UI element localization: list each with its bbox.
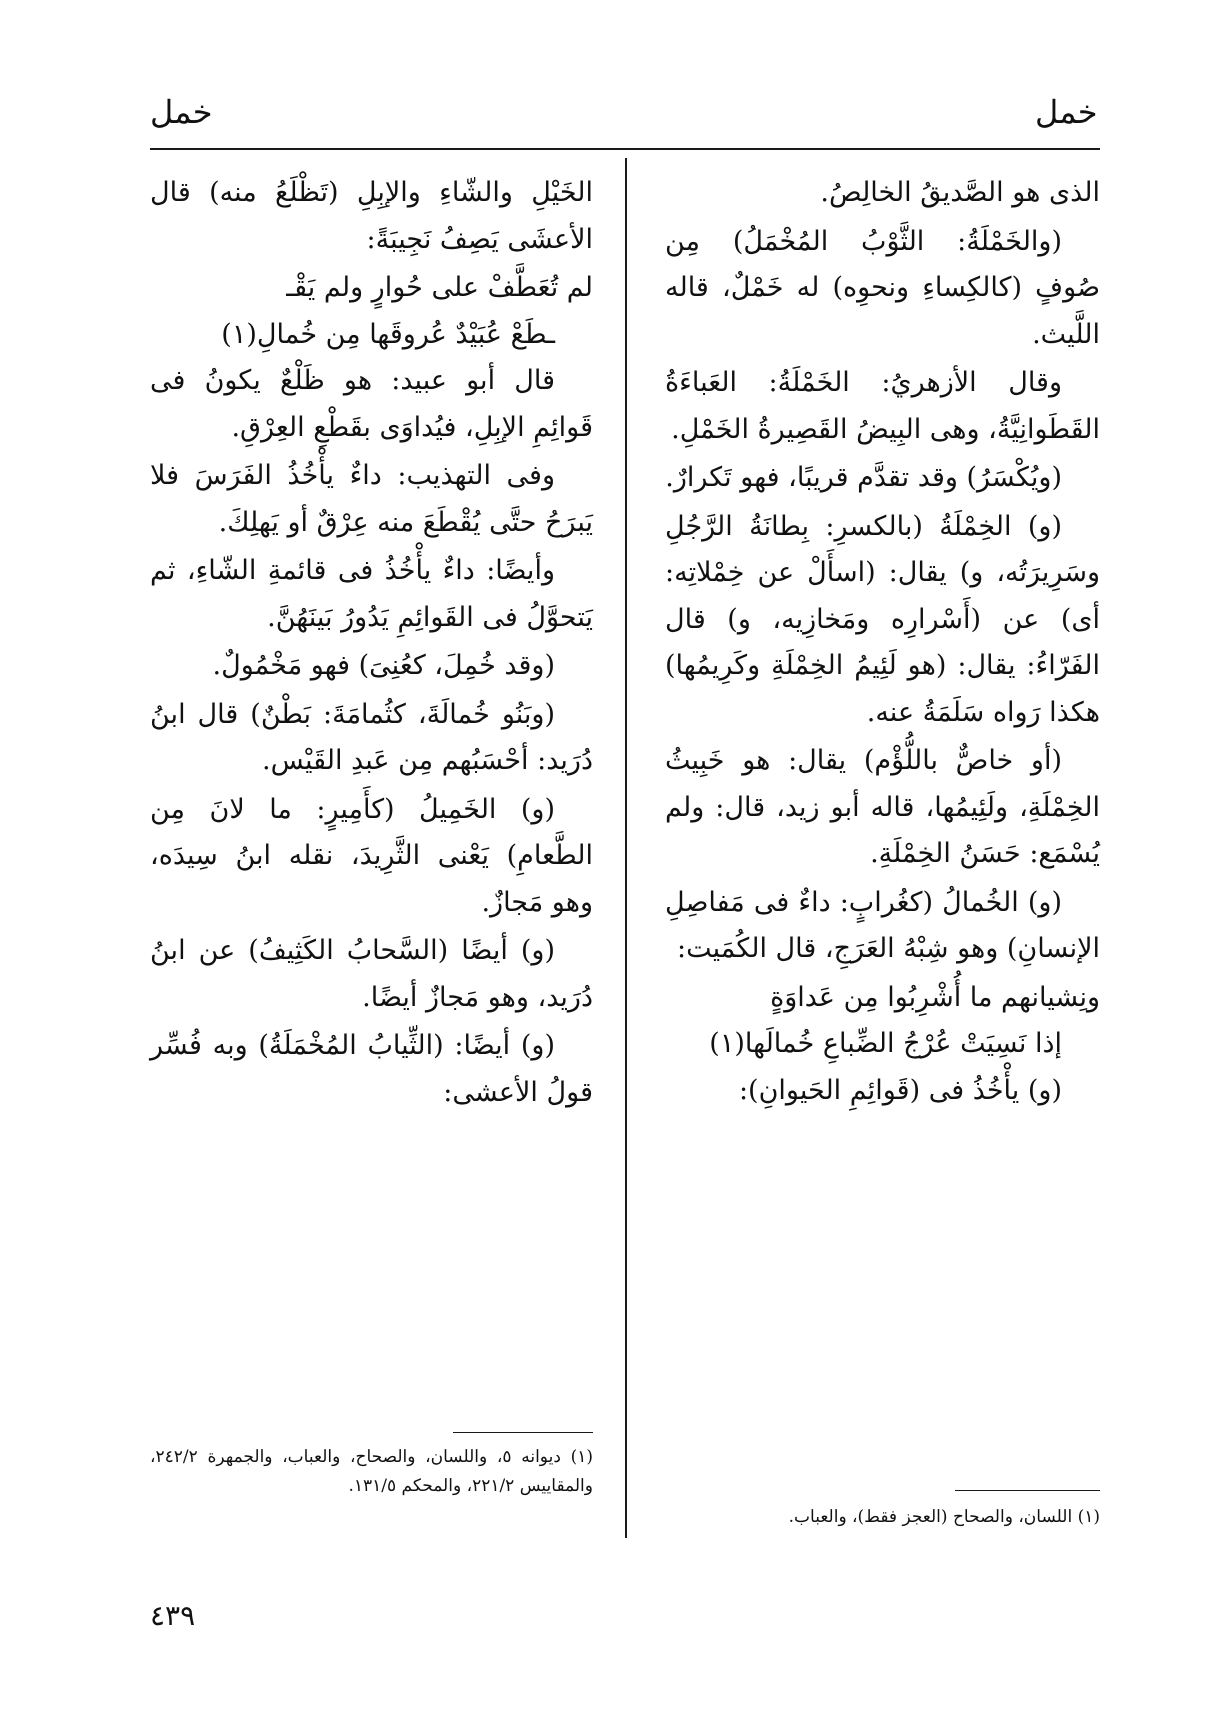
footnote: (١) اللسان، والصحاح (العجز فقط)، والعباب.: [788, 1507, 1100, 1527]
paragraph: (أو خاصٌّ باللُّؤْم) يقال: هو خَبِيثُ الخِمْلَةِ، ولَئِيمُها، قاله أبو زيد، قال: ولم يُسْمَع: حَسَنُ الخِمْلَةِ.: [665, 745, 1100, 869]
page-number: ٤٣٩: [150, 1599, 196, 1632]
header-rule: [150, 148, 1100, 150]
verse-line: ونِشيانهم ما أُشْرِبُوا مِن عَداوَةٍ: [770, 981, 1100, 1013]
paragraph: (و) أيضًا: (الثِّيابُ المُخْمَلَةُ) وبه فُسِّر قولُ الأعشى:: [150, 1030, 593, 1108]
paragraph: قال أبو عبيد: هو ظَلْعٌ يكونُ فى قَوائِمِ الإبِلِ، فيُداوَى بقَطْعِ العِرْقِ.: [150, 365, 593, 443]
paragraph: الخَيْلِ والشّاءِ والإبِلِ (تَظْلَعُ منه) قال الأعشَى يَصِفُ نَجِيبَةً:: [150, 177, 593, 255]
header-entry-word-right: خمل: [1035, 93, 1098, 131]
column-divider: [625, 158, 627, 1538]
verse-line: إذا نَسِيَتْ عُرْجُ الضِّباعِ خُمالَها(١): [709, 1028, 1062, 1059]
paragraph: وقال الأزهريُ: الخَمْلَةُ: العَباءَةُ القَطَوانِيَّةُ، وهى البِيضُ القَصِيرةُ الخَمْلِ.: [665, 367, 1100, 445]
header-entry-word-left: خمل: [150, 93, 213, 131]
paragraph: (و) يأْخُذُ فى (قَوائِمِ الحَيوانِ):: [738, 1074, 1062, 1106]
right-column: [665, 170, 1100, 1116]
paragraph: (و) الخِمْلَةُ (بالكسرِ: بِطانَةُ الرَّجُلِ وسَرِيرَتُه، و) يقال: (اسأَلْ عن خِمْلاتِه: أى) عن (أَسْرارِه ومَخازِيه، و) قال الفَرّاءُ: يقال: (هو لَئِيمُ الخِمْلَةِ وكَرِيمُها) هكذا رَواه سَلَمَةُ عنه.: [665, 510, 1100, 728]
paragraph: (وبَنُو خُمالَةَ، كثُمامَةَ: بَطْنٌ) قال ابنُ دُرَيد: أحْسَبُهم مِن عَبدِ القَيْس.: [150, 698, 593, 776]
left-column: [150, 170, 593, 1118]
paragraph: (والخَمْلَةُ: الثَّوْبُ المُخْمَلُ) مِن صُوفٍ (كالكِساءِ ونحوِه) له خَمْلٌ، قاله اللَّيث.: [665, 225, 1100, 350]
verse-line: لم تُعَطَّفْ على حُوارٍ ولم يَقْـ: [286, 272, 593, 303]
verse-line: ـطَعْ عُبَيْدٌ عُروقَها مِن خُمالِ(١): [221, 318, 555, 350]
paragraph: وأيضًا: داءٌ يأْخُذُ فى قائمةِ الشّاءِ، ثم يَتحوَّلُ فى القَوائِمِ يَدُورُ بَينَهُنَّ.: [150, 555, 593, 633]
paragraph: (و) الخَمِيلُ (كأَمِيرٍ: ما لانَ مِن الطَّعامِ) يَعْنى الثَّرِيدَ، نقله ابنُ سِيدَه، وهو مَجازٌ.: [150, 793, 593, 918]
paragraph: (و) أيضًا (السَّحابُ الكَثِيفُ) عن ابنُ دُرَيد، وهو مَجازٌ أيضًا.: [150, 935, 593, 1013]
paragraph: الذى هو الصَّديقُ الخالِصُ.: [820, 177, 1100, 208]
paragraph: (ويُكْسَرُ) وقد تقدَّم قريبًا، فهو تَكرارٌ.: [665, 462, 1062, 493]
footnote-rule: [955, 1490, 1100, 1491]
paragraph: (و) الخُمالُ (كغُرابٍ: داءٌ فى مَفاصِلِ الإنسانِ) وهو شِبْهُ العَرَجِ، قال الكُمَيت:: [665, 886, 1100, 964]
paragraph: (وقد خُمِلَ، كعُنِىَ) فهو مَخْمُولٌ.: [212, 650, 555, 681]
footnote-rule: [453, 1432, 593, 1433]
footnote: (١) ديوانه ٥، واللسان، والصحاح، والعباب، والجمهرة ٢٤٢/٢، والمقاييس ٢٢١/٢، والمحكم ١٣١/٥.: [150, 1447, 594, 1496]
paragraph: وفى التهذيب: داءٌ يأْخُذُ الفَرَسَ فلا يَبرَحُ حتَّى يُقْطَعَ منه عِرْقٌ أو يَهلِكَ.: [150, 460, 593, 538]
